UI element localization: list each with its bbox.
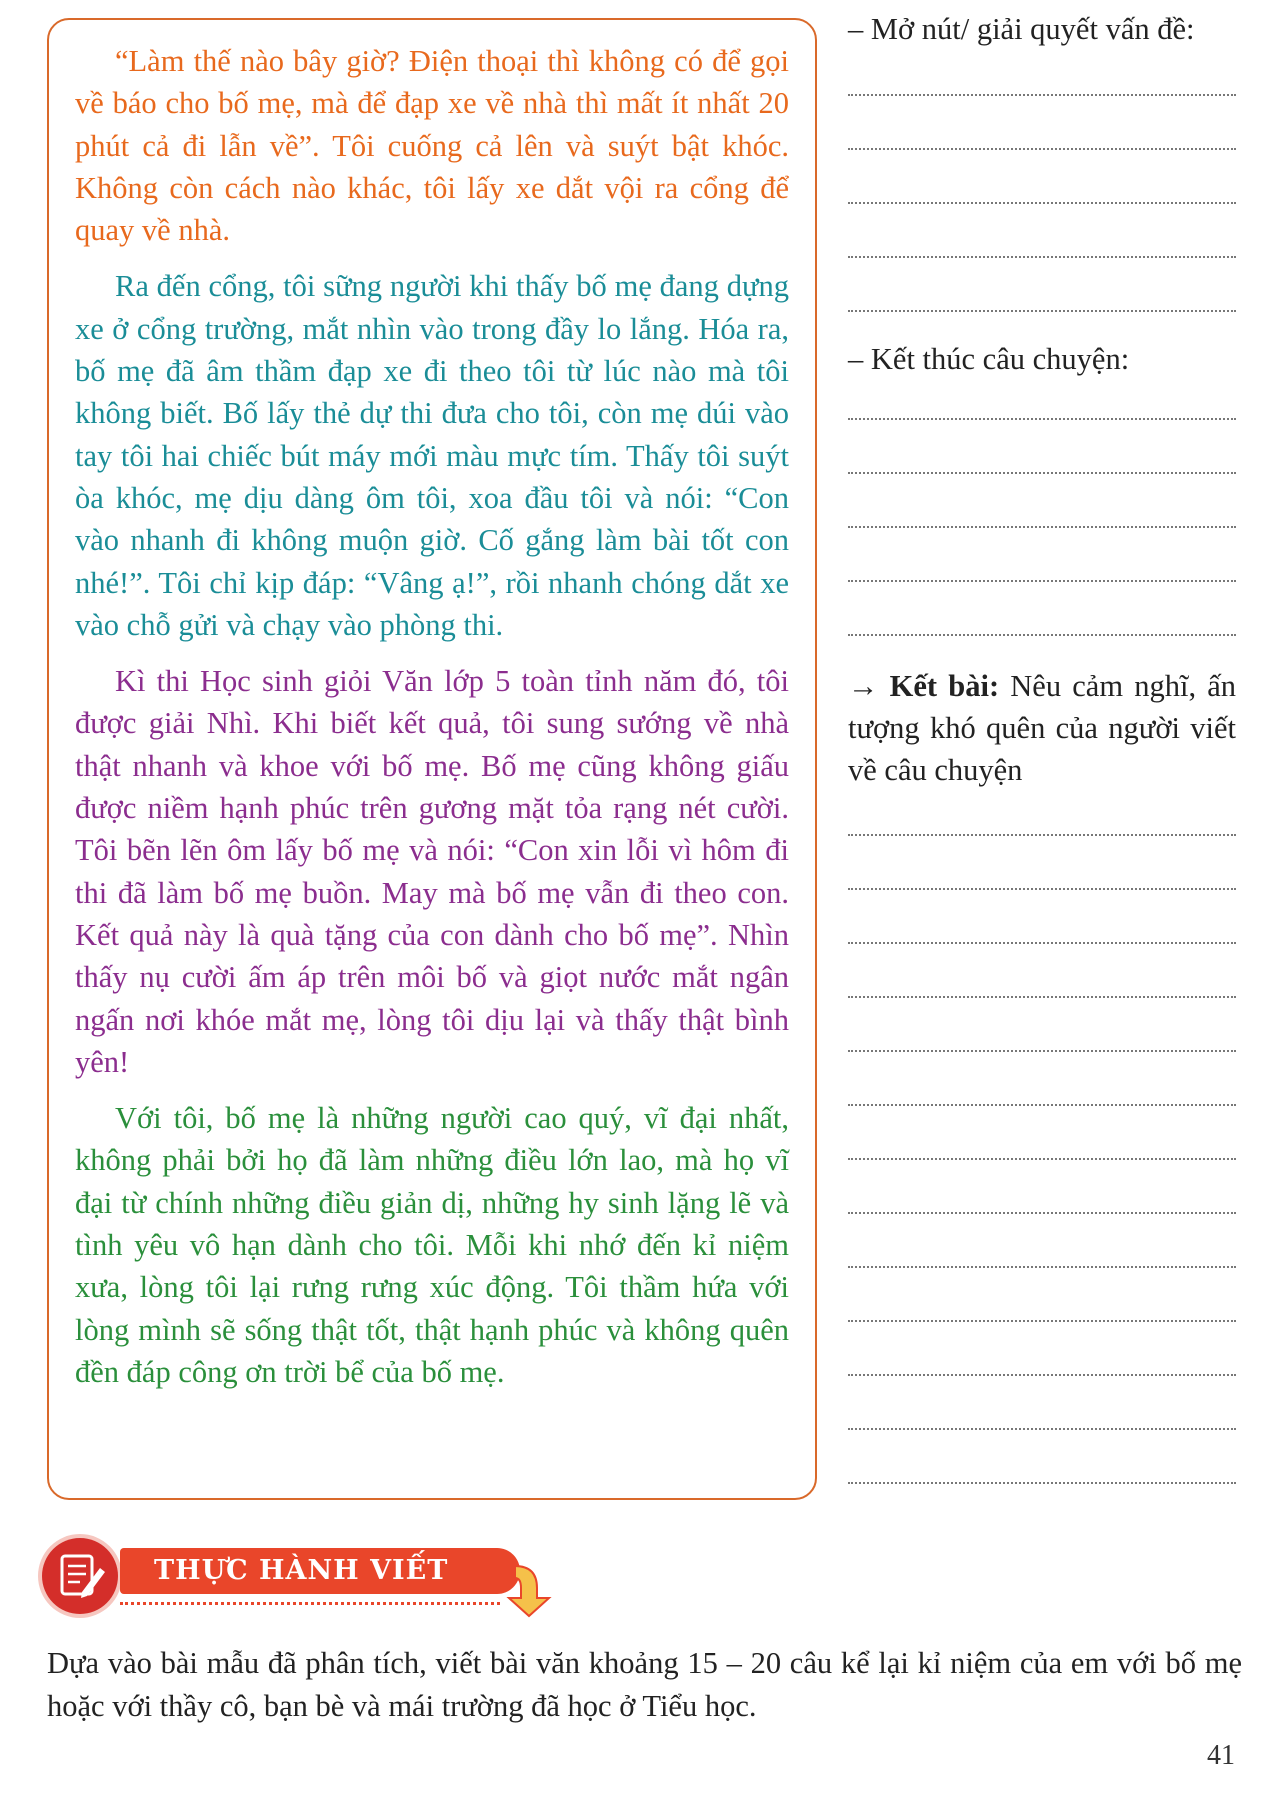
answer-line[interactable] [848,580,1236,582]
conclusion-text: Nêu cảm nghĩ, ấn tượng khó quên của người viết về câu chuyện [848,669,1237,787]
writing-pen-icon [42,1538,118,1614]
answer-line[interactable] [848,418,1236,420]
answer-line[interactable] [848,310,1236,312]
story-paragraph-3: Kì thi Học sinh giỏi Văn lớp 5 toàn tỉnh năm đó, tôi được giải Nhì. Khi biết kết quả, tôi sung sướng về nhà thật nhanh và khoe với bố mẹ. Bố mẹ cũng không giấu được niềm hạnh phúc trên gương mặt tỏa rạng nét cười. Tôi bẽn lẽn ôm lấy bố mẹ và nói: “Con xin lỗi vì hôm đi thi đã làm bố mẹ buồn. May mà bố mẹ vẫn đi theo con. Kết quả này là quà tặng của con dành cho bố mẹ”. Nhìn thấy nụ cười ấm áp trên môi bố và giọt nước mắt ngân ngấn nơi khóe mắt mẹ, lòng tôi dịu lại và thấy thật bình yên! [75,664,789,1079]
answer-line[interactable] [848,1374,1236,1376]
arrow-right-icon: → [848,669,890,703]
answer-line[interactable] [848,1212,1236,1214]
page-number: 41 [1207,1740,1235,1771]
answer-line[interactable] [848,1266,1236,1268]
answer-line[interactable] [848,472,1236,474]
conclusion-label: Kết bài: [889,669,1000,703]
answer-line[interactable] [848,148,1236,150]
answer-line[interactable] [848,1320,1236,1322]
resolution-heading: – Mở nút/ giải quyết vấn đề: [848,12,1195,46]
story-paragraph-4: Với tôi, bố mẹ là những người cao quý, vĩ đại nhất, không phải bởi họ đã làm những điều lớn lao, mà họ vĩ đại từ chính những điều giản dị, những hy sinh lặng lẽ và tình yêu vô hạn dành cho tôi. Mỗi khi nhớ đến kỉ niệm xưa, lòng tôi lại rưng rưng xúc động. Tôi thầm hứa với lòng mình sẽ sống thật tốt, thật hạnh phúc và không quên đền đáp công ơn trời bể của bố mẹ. [75,1101,789,1389]
practice-title: THỰC HÀNH VIẾT [120,1548,520,1594]
answer-line[interactable] [848,634,1236,636]
practice-instruction: Dựa vào bài mẫu đã phân tích, viết bài văn khoảng 15 – 20 câu kể lại kỉ niệm của em với bố mẹ hoặc với thầy cô, bạn bè và mái trường đã học ở Tiểu học. [47,1646,1242,1723]
answer-line[interactable] [848,834,1236,836]
answer-line[interactable] [848,1050,1236,1052]
answer-line[interactable] [848,256,1236,258]
practice-section-header [42,1538,562,1618]
story-paragraph-2: Ra đến cổng, tôi sững người khi thấy bố mẹ đang dựng xe ở cổng trường, mắt nhìn vào trong đầy lo lắng. Hóa ra, bố mẹ đã âm thầm đạp xe đi theo tôi từ lúc nào mà tôi không biết. Bố lấy thẻ dự thi đưa cho tôi, còn mẹ dúi vào tay tôi hai chiếc bút máy mới màu mực tím. Thấy tôi suýt òa khóc, mẹ dịu dàng ôm tôi, xoa đầu tôi và nói: “Con vào nhanh đi không muộn giờ. Cố gắng làm bài tốt con nhé!”. Tôi chỉ kịp đáp: “Vâng ạ!”, rồi nhanh chóng dắt xe vào chỗ gửi và chạy vào phòng thi. [75,269,789,642]
conclusion-heading [848,665,1236,791]
answer-line[interactable] [848,1428,1236,1430]
answer-line[interactable] [848,942,1236,944]
answer-line[interactable] [848,1158,1236,1160]
answer-line[interactable] [848,888,1236,890]
answer-line[interactable] [848,1482,1236,1484]
answer-line[interactable] [848,996,1236,998]
title-underline [120,1602,500,1605]
answer-line[interactable] [848,526,1236,528]
curved-arrow-icon [497,1558,567,1618]
answer-line[interactable] [848,1104,1236,1106]
ending-heading: – Kết thúc câu chuyện: [848,342,1130,376]
story-paragraph-1: “Làm thế nào bây giờ? Điện thoại thì không có để gọi về báo cho bố mẹ, mà để đạp xe về nhà thì mất ít nhất 20 phút cả đi lẫn về”. Tôi cuống cả lên và suýt bật khóc. Không còn cách nào khác, tôi lấy xe dắt vội ra cổng để quay về nhà. [75,44,789,248]
answer-line[interactable] [848,94,1236,96]
sample-story-box [47,18,817,1500]
answer-line[interactable] [848,202,1236,204]
